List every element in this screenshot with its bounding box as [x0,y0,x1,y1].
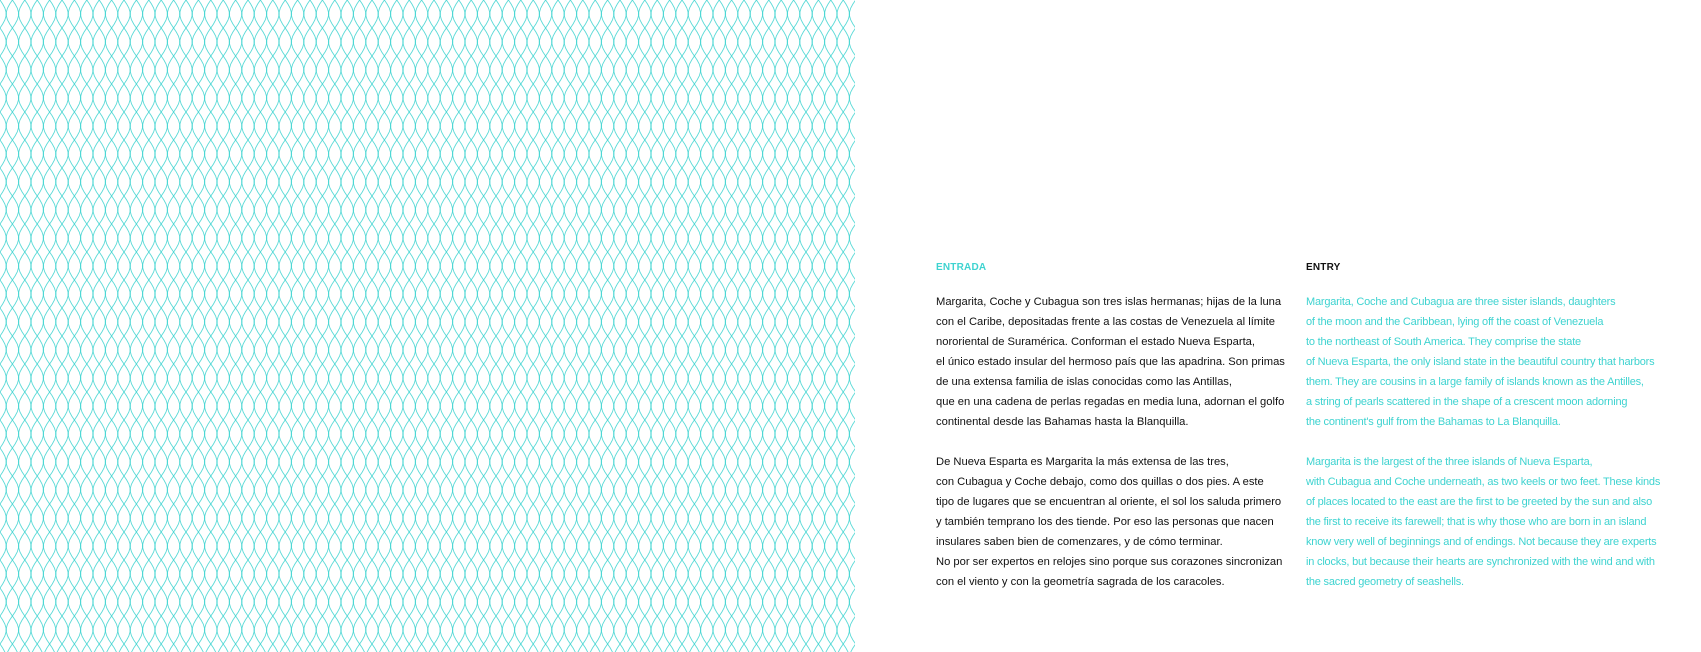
english-text-column [1306,258,1686,612]
wave-line [540,0,552,652]
wave-line [540,0,552,652]
wave-line [366,0,378,652]
wave-line [602,0,614,652]
wave-line [502,0,514,652]
wave-line [316,0,328,652]
wave-line [292,0,304,652]
text-line: a string of pearls scattered in the shape of a crescent moon adorning [1306,396,1628,408]
wave-line [515,0,527,652]
wave-line [651,0,663,652]
english-heading: ENTRY [1306,262,1341,273]
wave-line [738,0,750,652]
wave-line [440,0,452,652]
wave-line [589,0,601,652]
wave-line [354,0,366,652]
wave-line [440,0,452,652]
text-line: Margarita, Coche and Cubagua are three sister islands, daughters [1306,296,1616,308]
text-line: con Cubagua y Coche debajo, como dos quillas o dos pies. A este [936,476,1264,488]
english-paragraph-1 [1306,292,1686,432]
text-line: with Cubagua and Coche underneath, as two keels or two feet. These kinds [1306,476,1661,488]
text-line: con el viento y con la geometría sagrada de los caracoles. [936,576,1225,588]
wave-line [316,0,328,652]
wave-line [713,0,725,652]
wave-line [143,0,155,652]
wave-line [391,0,403,652]
wave-line [254,0,266,652]
wave-line [6,0,18,652]
wave-line [664,0,676,652]
wave-line [19,0,31,652]
text-line: De Nueva Esparta es Margarita la más extensa de las tres, [936,456,1229,468]
wave-line [143,0,155,652]
wave-line [850,0,855,652]
text-line: the continent's gulf from the Bahamas to La Blanquilla. [1306,416,1561,428]
text-line: Margarita, Coche y Cubagua son tres islas hermanas; hijas de la luna [936,296,1282,308]
wave-line [688,0,700,652]
wave-line [130,0,142,652]
wave-line [750,0,762,652]
text-line: the sacred geometry of seashells. [1306,576,1464,588]
wave-line [527,0,539,652]
text-line: que en una cadena de perlas regadas en media luna, adornan el golfo [936,396,1285,408]
wave-line [403,0,415,652]
wave-line [800,0,812,652]
spanish-text-column [936,258,1296,612]
spanish-paragraph-2 [936,452,1296,592]
wave-line [168,0,180,652]
wave-line [614,0,626,652]
wave-line [31,0,43,652]
spanish-heading: ENTRADA [936,262,987,273]
wave-line [515,0,527,652]
wave-line [465,0,477,652]
wave-line [81,0,93,652]
wave-line [800,0,812,652]
wave-line [242,0,254,652]
wave-line [750,0,762,652]
wave-line [602,0,614,652]
text-line: to the northeast of South America. They comprise the state [1306,336,1581,348]
wave-line [354,0,366,652]
wave-line [465,0,477,652]
wave-line [701,0,713,652]
text-line: de una extensa familia de islas conocidas como las Antillas, [936,376,1233,388]
wave-line [416,0,428,652]
wave-line [230,0,242,652]
wave-line [192,0,204,652]
wave-line [118,0,130,652]
wave-line [775,0,787,652]
wave-line [378,0,390,652]
wave-line [93,0,105,652]
text-line: in clocks, but because their hearts are synchronized with the wind and with [1306,556,1655,568]
wave-line [68,0,80,652]
text-line: con el Caribe, depositadas frente a las costas de Venezuela al límite [936,316,1275,328]
wave-line [192,0,204,652]
wave-line [217,0,229,652]
wave-line [812,0,824,652]
wave-line [217,0,229,652]
wave-line [106,0,118,652]
wave-line [19,0,31,652]
wave-line [713,0,725,652]
text-line: continental desde las Bahamas hasta la Blanquilla. [936,416,1189,428]
wave-line [664,0,676,652]
text-line: of the moon and the Caribbean, lying off the coast of Venezuela [1306,316,1604,328]
wave-line [788,0,800,652]
wave-line [292,0,304,652]
wave-line [527,0,539,652]
text-line: nororiental de Suramérica. Conforman el estado Nueva Esparta, [936,336,1256,348]
text-line: of places located to the east are the first to be greeted by the sun and also [1306,496,1652,508]
wave-line [837,0,849,652]
wave-line [688,0,700,652]
text-line: el único estado insular del hermoso país que las apadrina. Son primas [936,356,1285,368]
spanish-paragraph-1 [936,292,1296,432]
wave-line [0,0,6,652]
wave-line [6,0,18,652]
wave-line [564,0,576,652]
wave-line [68,0,80,652]
wave-line [279,0,291,652]
wave-line [577,0,589,652]
wave-line [329,0,341,652]
wave-line [180,0,192,652]
wave-line [478,0,490,652]
wave-line [155,0,167,652]
text-line: tipo de lugares que se encuentran al oriente, el sol los saluda primero [936,496,1282,508]
wave-line [825,0,837,652]
text-line: of Nueva Esparta, the only island state in the beautiful country that harbors [1306,356,1655,368]
wave-line [304,0,316,652]
wave-line [763,0,775,652]
text-line: No por ser expertos en relojes sino porque sus corazones sincronizan [936,556,1283,568]
wave-line [626,0,638,652]
wave-line [44,0,56,652]
wave-line [589,0,601,652]
wave-line [626,0,638,652]
wave-line [56,0,68,652]
wave-line [428,0,440,652]
wave-line [490,0,502,652]
text-line: know very well of beginnings and of endings. Not because they are experts [1306,536,1657,548]
wave-line [614,0,626,652]
wave-line [416,0,428,652]
wave-line [155,0,167,652]
wave-line [93,0,105,652]
wave-line [242,0,254,652]
wave-line [552,0,564,652]
wave-line [701,0,713,652]
wave-line [31,0,43,652]
wave-line [676,0,688,652]
wave-line [676,0,688,652]
wave-line [453,0,465,652]
wave-line [577,0,589,652]
wave-line [205,0,217,652]
wave-line [341,0,353,652]
wave-line [56,0,68,652]
wave-line [763,0,775,652]
wave-line [205,0,217,652]
wave-line [453,0,465,652]
wave-line [254,0,266,652]
text-line: the first to receive its farewell; that is why those who are born in an island [1306,516,1647,528]
wave-line [118,0,130,652]
wave-line [639,0,651,652]
wave-line [726,0,738,652]
text-line: y también temprano los des tiende. Por eso las personas que nacen [936,516,1274,528]
wave-line [168,0,180,652]
wave-line [81,0,93,652]
text-line: Margarita is the largest of the three islands of Nueva Esparta, [1306,456,1593,468]
text-line: them. They are cousins in a large family of islands known as the Antilles, [1306,376,1644,388]
english-paragraph-2 [1306,452,1686,592]
wave-line [837,0,849,652]
wave-line [279,0,291,652]
wave-line [726,0,738,652]
wave-line [812,0,824,652]
wave-line [502,0,514,652]
wave-line [106,0,118,652]
wave-line [366,0,378,652]
wave-line [341,0,353,652]
wave-line [825,0,837,652]
wave-line [267,0,279,652]
wave-line [428,0,440,652]
wave-line [44,0,56,652]
wave-line [775,0,787,652]
wave-line [552,0,564,652]
wave-line [230,0,242,652]
wave-line [651,0,663,652]
wave-line [329,0,341,652]
wave-line [403,0,415,652]
wave-line [391,0,403,652]
wave-line [564,0,576,652]
wave-line [267,0,279,652]
wave-line [304,0,316,652]
wave-line [378,0,390,652]
wave-line [788,0,800,652]
wave-line [180,0,192,652]
wave-line [490,0,502,652]
wave-line [478,0,490,652]
wave-line [738,0,750,652]
wave-line [639,0,651,652]
text-line: insulares saben bien de comenzares, y de cómo terminar. [936,536,1223,548]
wave-line [130,0,142,652]
